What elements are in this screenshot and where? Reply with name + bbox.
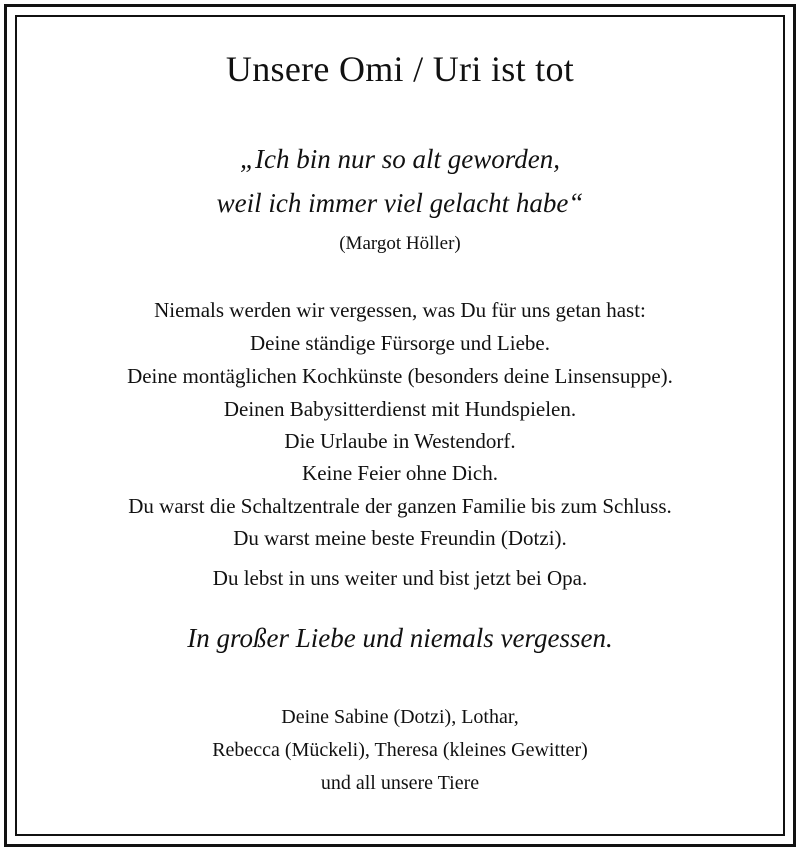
body-line-8: Du warst meine beste Freundin (Dotzi). <box>233 526 567 550</box>
body-final-line: Du lebst in uns weiter und bist jetzt bei Opa. <box>212 566 588 590</box>
signature-line-1: Deine Sabine (Dotzi), Lothar, <box>281 706 519 728</box>
body-line-4: Deinen Babysitterdienst mit Hundspielen. <box>223 397 577 421</box>
quote-line-2: weil ich immer viel gelacht habe“ <box>216 188 584 218</box>
body-line-2: Deine ständige Fürsorge und Liebe. <box>250 331 550 355</box>
body-line-3: Deine montäglichen Kochkünste (besonders deine Linsensuppe). <box>127 364 673 388</box>
body-line-5: Die Urlaube in Westendorf. <box>284 429 516 453</box>
signature-line-3: und all unsere Tiere <box>320 772 480 794</box>
notice-title: Unsere Omi / Uri ist tot <box>225 49 575 89</box>
signature-line-2: Rebecca (Mückeli), Theresa (kleines Gewitter) <box>212 739 588 761</box>
quote-line-1: „Ich bin nur so alt geworden, <box>240 144 560 174</box>
closing-line: In großer Liebe und niemals vergessen. <box>187 623 613 653</box>
body-line-7: Du warst die Schaltzentrale der ganzen Familie bis zum Schluss. <box>128 494 672 518</box>
body-line-1: Niemals werden wir vergessen, was Du für uns getan hast: <box>154 298 646 322</box>
body-line-6: Keine Feier ohne Dich. <box>302 461 498 485</box>
quote-attribution: (Margot Höller) <box>339 233 461 254</box>
